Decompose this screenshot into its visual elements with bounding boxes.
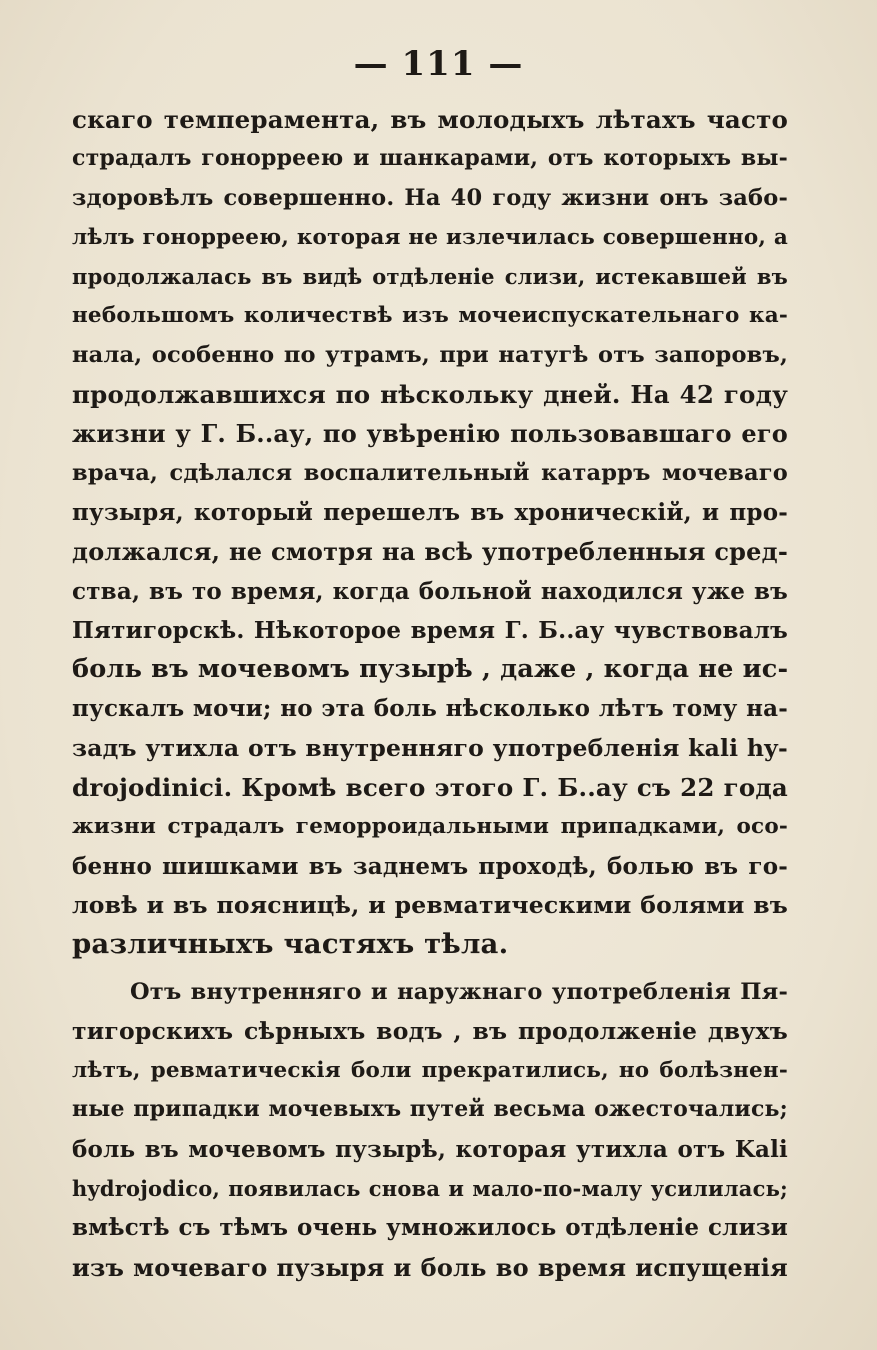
text-line: врача, сдѣлался воспалительный катарръ мочеваго [72, 459, 788, 486]
text-line: различныхъ частяхъ тѣла. [72, 928, 509, 961]
text-line: пузыря, который перешелъ въ хроническій, и про- [72, 498, 788, 526]
text-line: скаго темперамента, въ молодыхъ лѣтахъ часто [72, 105, 788, 134]
text-line: hydrojodico, появилась снова и мало-по-малу усилилась; [72, 1176, 788, 1202]
text-line: продолжалась въ видѣ отдѣленіе слизи, истекавшей въ [72, 264, 788, 290]
text-line: нала, особенно по утрамъ, при натугѣ отъ запоровъ, [72, 341, 788, 368]
text-line: ловѣ и въ поясницѣ, и ревматическими болями въ [72, 890, 788, 919]
text-line: жизни у Г. Б..ау, по увѣренію пользовавшаго его [72, 419, 788, 449]
text-line: ства, въ то время, когда больной находился уже въ [72, 577, 788, 605]
text-line: должался, не смотря на всѣ употребленныя сред- [72, 537, 788, 567]
paragraph-1 [72, 100, 788, 965]
text-line: продолжавшихся по нѣскольку дней. На 42 году [72, 380, 788, 410]
text-line: небольшомъ количествѣ изъ мочеиспускательнаго ка- [72, 303, 788, 329]
text-line: страдалъ гонорреею и шанкарами, отъ которыхъ вы- [72, 145, 788, 172]
text-line: жизни страдалъ геморроидальными припадками, осо- [72, 814, 788, 840]
text-line: drojodinici. Кромѣ всего этого Г. Б..ау съ 22 года [72, 773, 788, 803]
text-line: боль въ мочевомъ пузырѣ , даже , когда не ис- [72, 654, 788, 685]
text-line: ные припадки мочевыхъ путей весьма ожесточались; [72, 1096, 788, 1123]
text-line: вмѣстѣ съ тѣмъ очень умножилось отдѣленіе слизи [72, 1214, 788, 1242]
text-line: Пятигорскѣ. Нѣкоторое время Г. Б..ау чувствовалъ [72, 616, 788, 644]
text-line: тигорскихъ сѣрныхъ водъ , въ продолженіе двухъ [72, 1016, 788, 1045]
text-line: пускалъ мочи; но эта боль нѣсколько лѣтъ тому на- [72, 695, 788, 723]
page-number: — 111 — [353, 44, 524, 84]
text-line: лѣлъ гонорреею, которая не излечилась совершенно, а [72, 224, 788, 250]
text-line: боль въ мочевомъ пузырѣ, которая утихла отъ Kali [72, 1135, 788, 1163]
text-line: задъ утихла отъ внутренняго употребленія kali hy- [72, 733, 788, 762]
text-line: бенно шишками въ заднемъ проходѣ, болью въ го- [72, 852, 788, 880]
body-text [72, 100, 788, 1287]
text-line: Отъ внутренняго и наружнаго употребленія Пя- [130, 978, 788, 1005]
paragraph-2 [72, 973, 788, 1287]
text-line: лѣтъ, ревматическія боли прекратились, но болѣзнен- [72, 1058, 788, 1084]
text-line: изъ мочеваго пузыря и боль во время испущенія [72, 1252, 788, 1282]
text-line: здоровѣлъ совершенно. На 40 году жизни онъ забо- [72, 184, 788, 211]
